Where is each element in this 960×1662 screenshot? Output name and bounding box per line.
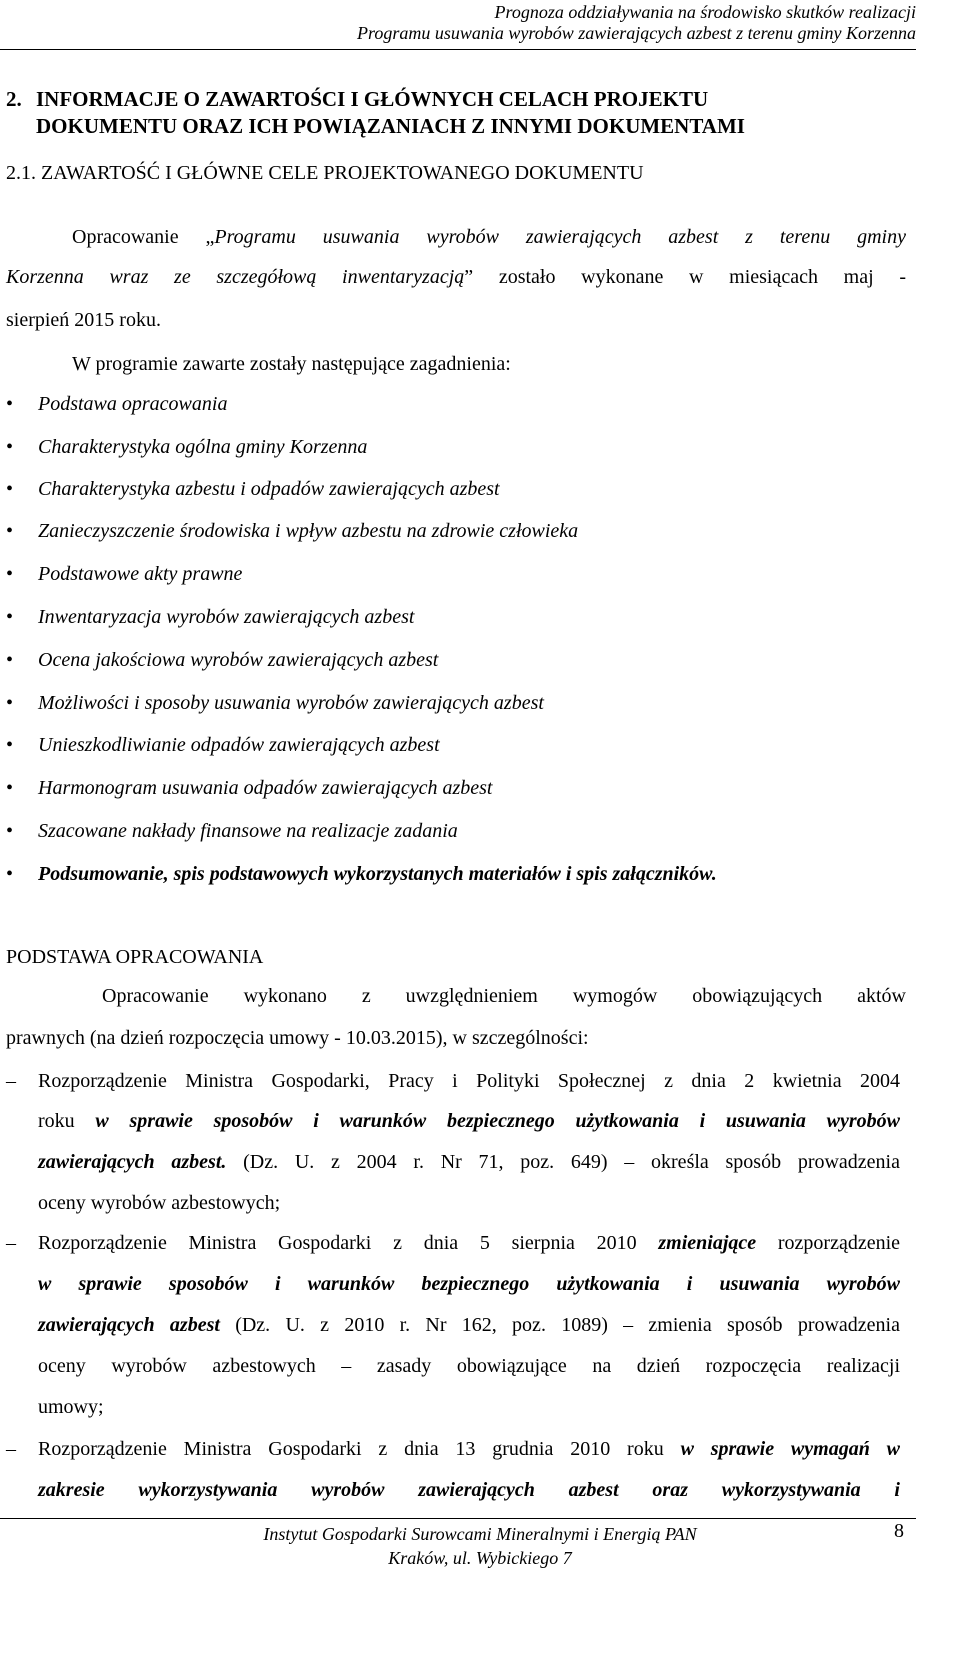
intro-line-2: Korzenna wraz ze szczegółową inwentaryzacją” zostało wykonane w miesiącach maj - [6,266,907,288]
bullet-icon: • [6,649,14,671]
bullet-icon: • [6,820,14,842]
bullet-icon: • [6,520,14,542]
intro-line-1: Opracowanie „Programu usuwania wyrobów zawierających azbest z terenu gminy [72,226,906,248]
bullet-icon: • [6,478,14,500]
subsection-heading: 2.1. ZAWARTOŚĆ I GŁÓWNE CELE PROJEKTOWANEGO DOKUMENTU [6,162,644,184]
footer-rule [0,1518,916,1519]
intro-line-3: sierpień 2015 roku. [6,309,161,331]
footer-line-1: Instytut Gospodarki Surowcami Mineralnymi i Energią PAN [263,1524,697,1544]
bullet-icon: • [6,692,14,714]
footer-line-2: Kraków, ul. Wybickiego 7 [388,1548,572,1568]
bullet-icon: • [6,606,14,628]
basis-line-1: Opracowanie wykonano z uwzględnieniem wymogów obowiązujących aktów [102,985,906,1007]
document-page: Prognoza oddziaływania na środowisko skutków realizacji Programu usuwania wyrobów zawierających azbest z terenu gminy Korzenna 2. INFORMACJE O ZAWARTOŚCI I GŁÓWNYCH CELACH PROJEKTU DOKUMENTU ORAZ ICH POWIĄZANIACH Z INNYMI DOKUMENTAMI 2.1. ZAWARTOŚĆ I GŁÓWNE CELE PROJEKTOWANEGO DOKUMENTU Opracowanie „Programu usuwania wyrobów zawierających azbest z terenu gminy Korzenna wraz ze szczegółową inwentaryzacją” zostało wykonane w miesiącach maj - sierpień 2015 roku. W programie zawarte zostały następujące zagadnienia: • Podstawa opracowania • Charakterystyka ogólna gminy Korzenna • Charakterystyka azbestu i odpadów zawierających azbest • Zanieczyszczenie środowiska i wpływ azbestu na zdrowie człowieka • Podstawowe akty prawne • Inwentaryzacja wyrobów zawierających azbest • Ocena jakościowa wyrobów zawierających azbest • Możliwości i sposoby usuwania wyrobów zawierających azbest • Unieszkodliwianie odpadów zawierających azbest • Harmonogram usuwania odpadów zawierających azbest • Szacowane nakłady finansowe na realizacje zadania • Podsumowanie, spis podstawowych wykorzystanych materiałów i spis załączników. PODSTAWA OPRACOWANIA Opracowanie wykonano z uwzględnieniem wymogów obowiązujących aktów prawnych (na dzień rozpoczęcia umowy - 10.03.2015), w szczególności: – Rozporządzenie Ministra Gospodarki, Pracy i Polityki Społecznej z dnia 2 kwietnia 2004 roku w sprawie sposobów i warunków bezpiecznego użytkowania i usuwania wyrobów zawierających azbest. (Dz. U. z 2004 r. Nr 71, poz. 649) – określa sposób prowadzenia oceny wyrobów azbestowych; – Rozporządzenie Ministra Gospodarki z dnia 5 sierpnia 2010 zmieniające rozporządzenie w sprawie sposobów i warunków bezpiecznego użytkowania i usuwania wyrobów zawierających azbest (Dz. U. z 2010 r. Nr 162, poz. 1089) – zmienia sposób prowadzenia oceny wyrobów azbestowych – zasady obowiązujące na dzień rozpoczęcia realizacji umowy; – Rozporządzenie Ministra Gospodarki z dnia 13 grudnia 2010 roku w sprawie wymagań w zakresie wykorzystywania wyrobów zawierających azbest oraz wykorzystywania i Instytut Gospodarki Surowcami Mineralnymi i Energią PAN Kraków, ul. Wybickiego 7 8 [0,0,960,1662]
dash-icon: – [6,1232,16,1254]
program-title-part-1: Programu usuwania wyrobów zawierających azbest z terenu gminy [214,226,906,248]
section-number: 2. [6,87,22,111]
bullet-icon: • [6,393,14,415]
running-header [0,2,916,44]
dash-icon: – [6,1438,16,1460]
basis-line-2: prawnych (na dzień rozpoczęcia umowy - 10.03.2015), w szczególności: [6,1027,589,1049]
program-title-part-2: Korzenna wraz ze szczegółową inwentaryzacją [6,266,465,288]
page-number: 8 [894,1520,904,1542]
section-title-line-2: DOKUMENTU ORAZ ICH POWIĄZANIACH Z INNYMI DOKUMENTAMI [36,114,745,138]
section-title-line-1: INFORMACJE O ZAWARTOŚCI I GŁÓWNYCH CELACH PROJEKTU [36,87,709,111]
running-header-line-1: Prognoza oddziaływania na środowisko skutków realizacji [494,2,916,22]
bullet-icon: • [6,563,14,585]
dash-icon: – [6,1070,16,1092]
bullet-icon: • [6,863,14,885]
basis-heading: PODSTAWA OPRACOWANIA [6,946,264,968]
running-header-line-2: Programu usuwania wyrobów zawierających azbest z terenu gminy Korzenna [357,23,916,43]
header-rule [0,49,916,50]
bullet-icon: • [6,777,14,799]
section-heading [6,86,745,140]
list-intro: W programie zawarte zostały następujące zagadnienia: [72,353,511,375]
bullet-icon: • [6,436,14,458]
bullet-icon: • [6,734,14,756]
